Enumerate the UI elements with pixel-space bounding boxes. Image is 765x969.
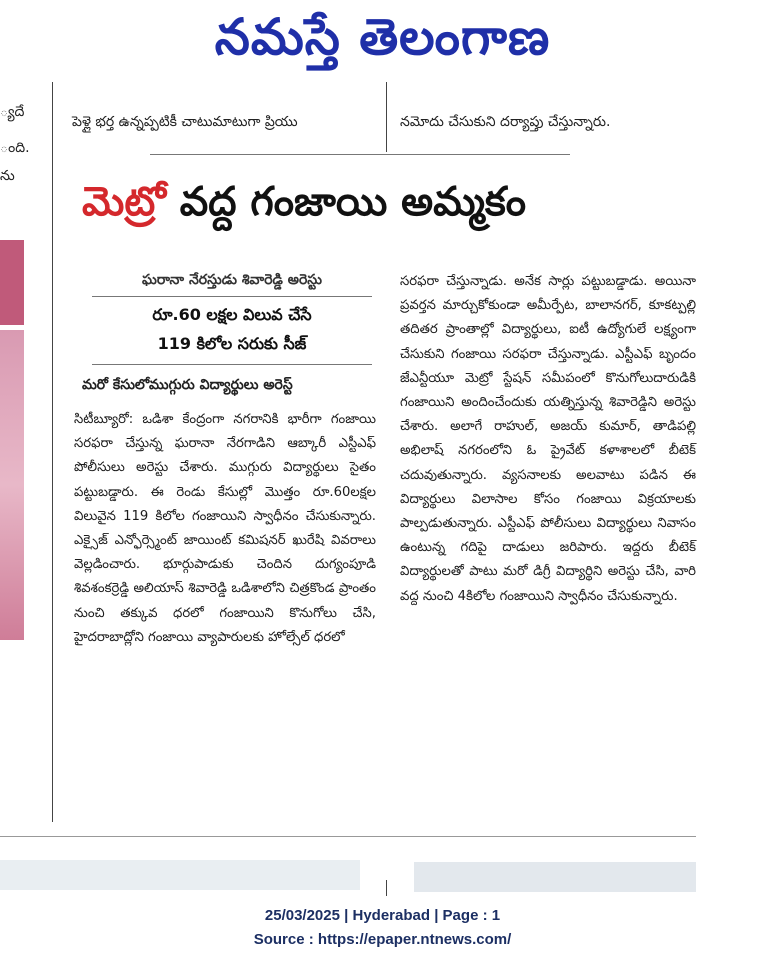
left-edge-fragment: ంది.: [0, 140, 30, 156]
left-image-strip: [0, 330, 24, 640]
column-rule: [386, 880, 387, 896]
deck-rule: [92, 364, 372, 365]
body-paragraph: సరఫరా చేస్తున్నాడు. అనేక సార్లు పట్టుబడ్డాడు. అయినా ప్రవర్తన మార్చుకోకుండా అమీర్పేట, బాలానగర్, కూకట్పల్లి తదితర ప్రాంతాల్లో విద్యార్థులు, ఐటీ ఉద్యోగులే లక్ష్యంగా చేసుకుని గంజాయి సరఫరా చేస్తున్నాడు. ఎస్టీఎఫ్ బృందం జేఎన్టీయూ మెట్రో స్టేషన్ సమీపంలో కొనుగోలుదారుడికి గంజాయిని అందించేందుకు యత్నిస్తున్న శివారెడ్డిని అరెస్టు చేశారు. అలాగే రాహుల్, అజయ్ కుమార్, తాడిపల్లి అభిలాష్ నగరంలోని ఓ ప్రైవేట్ కళాశాలలో బీటెక్ చదువుతున్నారు. వ్యసనాలకు అలవాటు పడిన ఈ విద్యార్థులు విలాసాల కోసం గంజాయి విక్రయాలకు పాల్పడుతున్నారు. ఎస్టీఎఫ్ పోలీసులు విద్యార్థులు నివాసం ఉంటున్న గదిపై దాడులు జరిపారు. ఇద్దరు బీటెక్ విద్యార్థులతో పాటు మరో డిగ్రీ విద్యార్థిని అరెస్టు చేసి, వారి వద్ద నుంచి 4కిలోల గంజాయిని స్వాధీనం చేసుకున్నారు.: [400, 274, 696, 604]
column-rule: [52, 82, 53, 822]
column-rule: [386, 82, 387, 152]
left-edge-fragment: ్యదే: [0, 104, 25, 120]
headline-accent: మెట్రో: [82, 179, 166, 225]
previous-article-text: నమోదు చేసుకుని దర్యాప్తు చేస్తున్నారు.: [400, 114, 611, 130]
next-article-shade: [414, 862, 696, 892]
previous-article-text: పెళ్లై భర్త ఉన్నప్పటికీ చాటుమాటుగా ప్రియు: [72, 114, 298, 130]
article-body-right: [400, 270, 696, 810]
subheading-block: [92, 300, 372, 358]
subheading-line: రూ.60 లక్షల విలువ చేసే: [152, 305, 312, 324]
article-separator: [150, 154, 570, 155]
source-link[interactable]: Source : https://epaper.ntnews.com/: [253, 931, 512, 948]
left-image-strip: [0, 240, 24, 325]
headline-main: వద్ద గంజాయి అమ్మకం: [165, 179, 527, 225]
subheading: ఘరానా నేరస్తుడు శివారెడ్డి అరెస్టు: [142, 272, 322, 288]
left-edge-fragment: ను: [0, 168, 15, 184]
masthead-logo: నమస్తే తెలంగాణ: [214, 8, 551, 66]
subheading: మరో కేసులోముగ్గురు విద్యార్థులు అరెస్ట్: [82, 377, 293, 393]
bottom-rule: [0, 836, 696, 837]
masthead: [0, 0, 765, 80]
date-location-page: 25/03/2025 | Hyderabad | Page : 1: [264, 907, 501, 924]
next-article-shade: [0, 860, 360, 890]
page-footer: [0, 904, 765, 952]
article-body-left: [74, 408, 376, 808]
body-paragraph: సిటీబ్యూరో: ఒడిశా కేంద్రంగా నగరానికి భారీగా గంజాయి సరఫరా చేస్తున్న ఘరానా నేరగాడిని ఆబ్కారీ ఎస్టీఎఫ్ పోలీసులు అరెస్టు చేశారు. ముగ్గురు విద్యార్థులు సైతం పట్టుబడ్డారు. ఈ రెండు కేసుల్లో మొత్తం రూ.60లక్షల విలువైన 119 కిలోల గంజాయిని స్వాధీనం చేసుకున్నారు. ఎక్సైజ్ ఎన్ఫోర్స్మెంట్ జాయింట్ కమిషనర్ ఖురేషి వివరాలు వెల్లడించారు. భూర్గుపాడుకు చెందిన దుగ్యంపూడి శివశంకర్రెడ్డి అలియాస్ శివారెడ్డి ఒడిశాలోని చిత్రకొండ ప్రాంతం నుంచి తక్కువ ధరలో గంజాయిని కొనుగోలు చేసి, హైదరాబాద్లోని గంజాయి వ్యాపారులకు హోల్సేల్ ధరలో: [74, 412, 376, 645]
deck-rule: [92, 296, 372, 297]
subheading-line: 119 కిలోల సరుకు సీజ్: [157, 334, 307, 353]
headline: [82, 172, 702, 232]
